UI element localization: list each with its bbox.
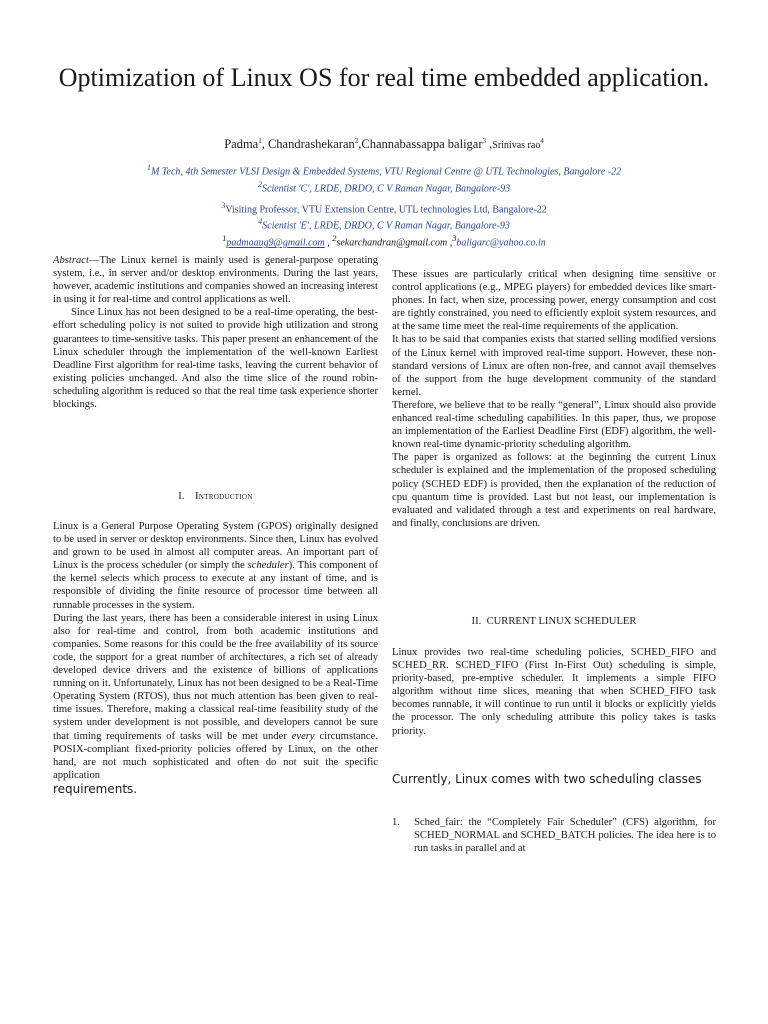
affiliation-sup: 4 xyxy=(258,217,263,227)
email-link-1[interactable]: padmaaug9@gmail.com xyxy=(226,237,325,249)
intro-text: ). This component of the kernel selects which process to execute at any instant of time, and is responsible of dividing the finite resource of processor time between all runnable processes in the system. xyxy=(53,560,378,611)
email-sup: 1 xyxy=(222,234,227,244)
right-column-body xyxy=(392,268,716,530)
affiliation-4 xyxy=(80,216,688,233)
author-separator: , xyxy=(486,137,493,152)
author-line xyxy=(20,137,748,152)
affiliation-2 xyxy=(80,179,688,196)
section-title: Introduction xyxy=(195,491,253,502)
body-paragraph: The paper is organized as follows: at the beginning the current Linux scheduler is explained and the implementation of the proposed scheduling policy (SCHED EDF) is provided, then the explanation of the reduction of cpu quantum time is provided. Last but not least, our implementation is evaluated and validated through a test and experiments on real hardware, and finally, conclusions are driven. xyxy=(392,452,716,529)
author-separator: , xyxy=(261,137,268,152)
intro-paragraph-1 xyxy=(53,520,378,612)
intro-paragraph-2 xyxy=(53,612,378,782)
author-name: Chandrashekaran xyxy=(267,137,355,152)
intro-tail: requirements. xyxy=(53,781,138,796)
abstract-paragraph-1 xyxy=(53,254,378,306)
scheduler-body xyxy=(392,646,716,738)
email-sup: 3 xyxy=(452,234,457,244)
author-sup: 4 xyxy=(540,137,544,145)
abstract-dash: — xyxy=(88,255,100,266)
body-paragraph: Therefore, we believe that to be really “general”, Linux should also provide enhanced real-time scheduling capabilities. In this paper, thus, we propose an implementation of the Earliest Deadline First (EDF) algorithm, the well-known real-time dynamic-priority scheduling algorithm. xyxy=(392,399,716,451)
affiliation-sup: 3 xyxy=(221,200,226,210)
abstract xyxy=(53,254,378,411)
intro-text: Linux is a General Purpose Operating System (GPOS) originally designed to be used in server or desktop environments. Since then, Linux has evolved and grown to be used in almost all computer areas. An important part of Linux is the process scheduler (or simply the xyxy=(53,521,378,572)
author-sup: 1 xyxy=(258,137,262,145)
intro-emphasis: scheduler xyxy=(247,560,289,572)
email-separator: , xyxy=(324,237,333,249)
affiliation-text: Scientist 'E', LRDE, DRDO, C V Raman Nagar, Bangalore-93 xyxy=(262,220,510,232)
email-separator: , xyxy=(447,237,453,249)
section-heading-introduction xyxy=(53,490,378,503)
intro-text: During the last years, there has been a considerable interest in using Linux also for real-time and control, from both academic institutions and companies. Some reasons for this could be the free availability of its source code, the support for a great number of architectures, a rich set of already developed device drivers and the existence of billions of applications running on it. Unfortunately, Linux has not been designed to be a Real-Time Operating System (RTOS), thus not much attention has been given to real-time issues. Therefore, making a classical real-time feasibility study of the system under development is not possible, and developers cannot be sure that timing requirements of tasks will be met under xyxy=(53,612,378,742)
section-heading-current-linux-scheduler xyxy=(392,615,716,628)
scheduler-paragraph: Linux provides two real-time scheduling policies, SCHED_FIFO and SCHED_RR. SCHED_FIFO (First In-First Out) scheduling is simple, priority-based, pre-emptive scheduler. It implements a simple FIFO algorithm without time slices, meaning that when SCHED_FIFO task becomes runnable, it will continue to run until it blocks or explicitly yields the processor. The only scheduling attribute this policy takes is tasks priority. xyxy=(392,647,716,737)
affiliation-sup: 1 xyxy=(146,163,152,172)
affiliation-text: M Tech, 4th Semester VLSI Design & Embedded Systems, VTU Regional Centre @ UTL Technologies, Bangalore -22 xyxy=(151,166,622,178)
abstract-text-1: The Linux kernel is mainly used is general-purpose operating system, i.e., in server and/or desktop environments. During the last years, however, academic institutions and companies showed an increasing interest in using it for real-time and control applications as well. xyxy=(53,255,378,306)
body-paragraph: These issues are particularly critical when designing time sensitive or control applications (e.g., MPEG players) for embedded devices like smart-phones. In fact, when size, processing power, energy consumption and cost are tightly constrained, you need to efficiently exploit system resources, and at the same time meet the real-time requirements of the application. xyxy=(392,269,716,333)
affiliation-1 xyxy=(80,162,688,179)
author-name: Srinivas rao xyxy=(492,140,541,152)
email-sup: 2 xyxy=(332,234,337,244)
affiliation-text: Scientist 'C', LRDE, DRDO, C V Raman Nagar, Bangalore-93 xyxy=(262,183,511,195)
scheduler-subheading: Currently, Linux comes with two scheduling classes xyxy=(392,772,702,786)
author-name: Channabassappa baligar xyxy=(361,137,483,152)
abstract-paragraph-2: Since Linux has not been designed to be a real-time operating, the best-effort scheduling policy is not suited to provide high utilization and strong guarantees to time-sensitive tasks. This paper present an enhancement of the Linux scheduler through the implementation of the well-known Earliest Deadline First algorithm for real-time tasks, leaving the current behavior of existing policies unchanged. And also the time slice of the round robin-scheduling algorithm is reduced so that the real time task experience shorter blockings. xyxy=(53,307,378,411)
author-sup: 2 xyxy=(354,137,359,145)
author-sup: 3 xyxy=(482,137,487,145)
list-text: Sched_fair: the “Completely Fair Scheduler” (CFS) algorithm, for SCHED_NORMAL and SCHED_BATCH policies. The idea here is to run tasks in parallel and at xyxy=(414,817,716,855)
section-number: II. xyxy=(471,616,482,627)
list-item xyxy=(392,816,716,855)
intro-text: circumstance. POSIX-compliant fixed-priority policies offered by Linux, on the other hand, are not much sophisticated and often do not suit the specific application xyxy=(53,730,378,781)
author-name: Padma xyxy=(224,137,259,152)
abstract-label: Abstract xyxy=(53,255,89,266)
section-number: I. xyxy=(178,491,185,502)
body-paragraph: It has to be said that companies exists that started selling modified versions of the Linux kernel with improved real-time support. However, these non-standard versions of Linux are often non-free, and cannot avail themselves of the support from the huge development community of the standard kernel. xyxy=(392,334,716,398)
email-2: sekarchandran@gmail.com xyxy=(336,237,448,249)
email-3: baligarc@yahoo.co.in xyxy=(456,237,546,249)
email-line xyxy=(80,233,688,250)
section-title: CURRENT LINUX SCHEDULER xyxy=(486,616,637,627)
affiliation-text: Visiting Professor, VTU Extension Centre, UTL technologies Ltd, Bangalore-22 xyxy=(225,203,547,215)
affiliations xyxy=(80,162,688,250)
affiliation-3 xyxy=(80,200,688,217)
paper-title: Optimization of Linux OS for real time embedded application. xyxy=(58,63,710,92)
intro-emphasis: every xyxy=(291,730,315,742)
list-number: 1. xyxy=(392,817,400,828)
introduction-body xyxy=(53,520,378,796)
affiliation-sup: 2 xyxy=(257,179,262,189)
author-separator: , xyxy=(358,137,362,152)
